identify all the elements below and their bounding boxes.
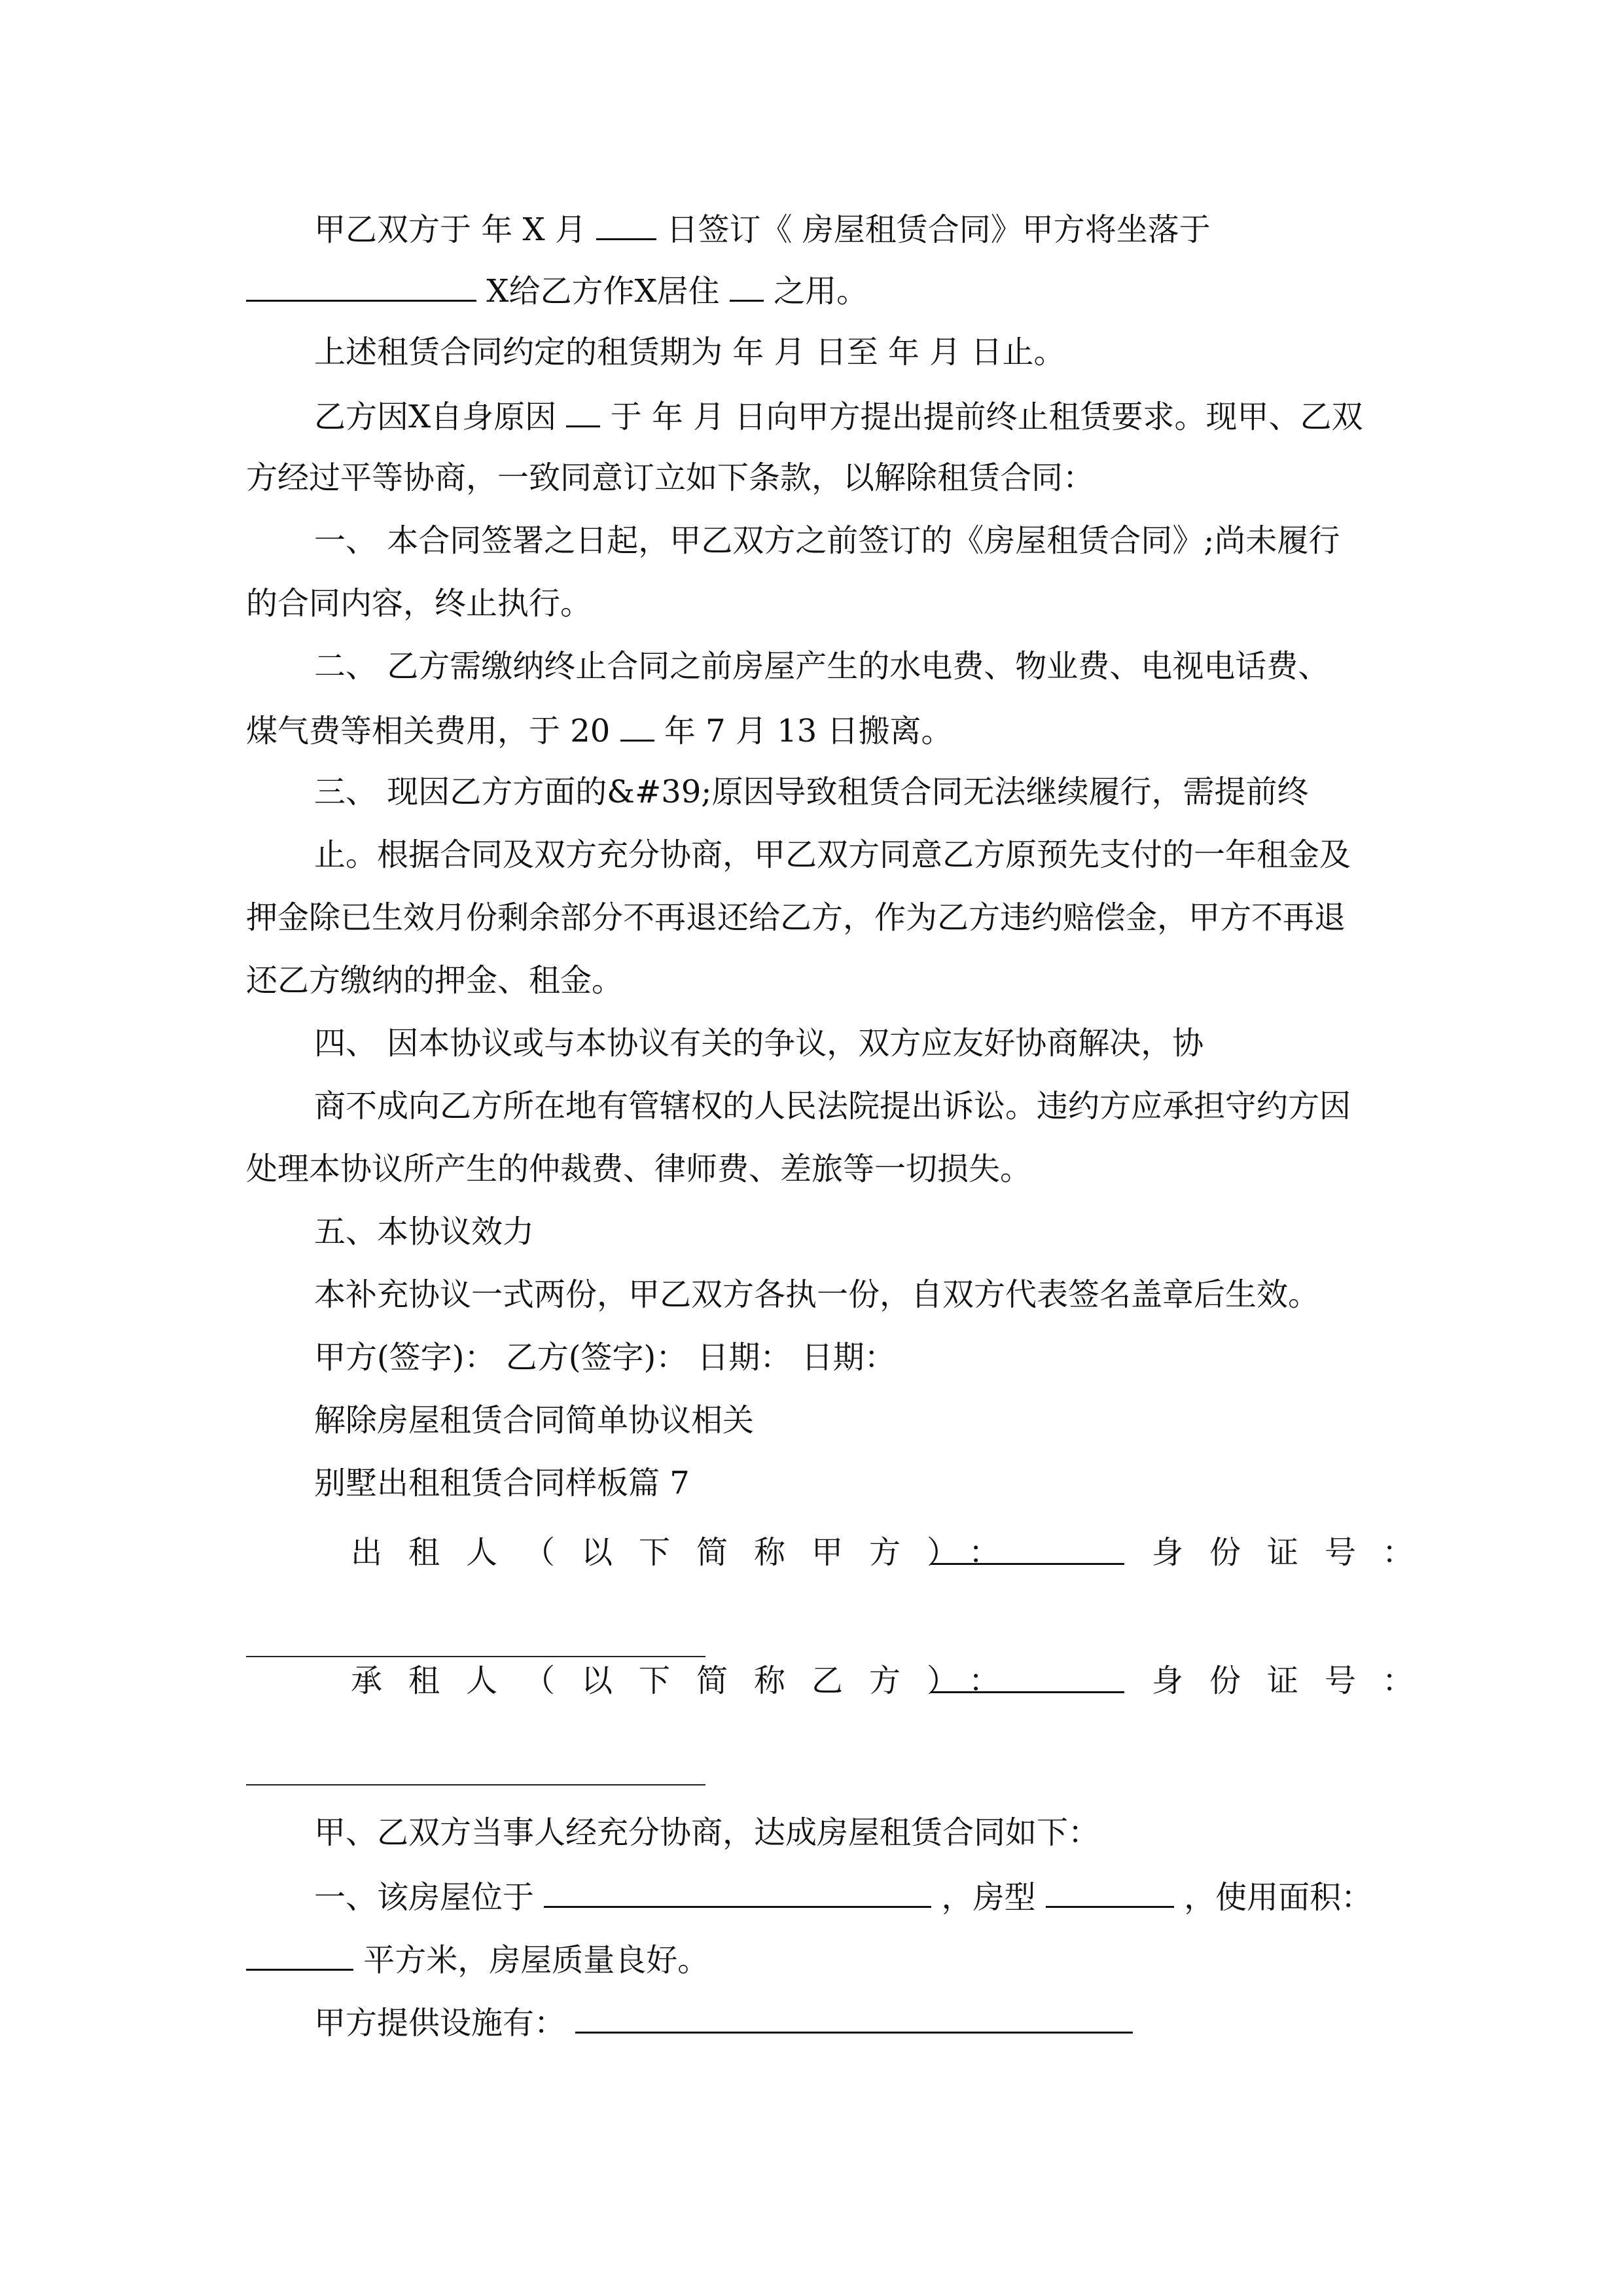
lessee-id-label: 身份证号：: [1152, 1662, 1440, 1699]
clause-3-cont-3: 还乙方缴纳的押金、租金。: [246, 962, 624, 999]
paragraph-termination-request: [314, 395, 1391, 435]
text-segment: ，房型: [941, 1879, 1036, 1916]
text-segment: 甲方提供设施有：: [314, 2005, 566, 2041]
blank-house-type: [1046, 1876, 1174, 1908]
paragraph-signing-date: [314, 208, 1391, 247]
paragraph-property-location: [246, 270, 1391, 309]
clause-3: 三、 现因乙方方面的&#39;原因导致租赁合同无法继续履行，需提前终: [314, 774, 1309, 810]
text-segment: 一、该房屋位于: [314, 1879, 535, 1916]
text-segment: ，使用面积：: [1184, 1879, 1373, 1916]
clause-4-cont-1: 商不成向乙方所在地有管辖权的人民法院提出诉讼。违约方应承担守约方因: [314, 1088, 1351, 1124]
lessee-name-blank-wrap: [931, 1661, 1127, 1700]
clause-2-cont: [246, 709, 1391, 749]
blank-house-location: [544, 1876, 931, 1908]
lessee-label: 承租人（以下简称乙方）：: [351, 1662, 1027, 1699]
clause-1: 一、 本合同签署之日起，甲乙双方之前签订的《房屋租赁合同》;尚未履行: [314, 522, 1340, 559]
blank-facilities: [575, 2001, 1133, 2034]
blank-reason: [566, 395, 600, 427]
blank-location: [246, 270, 476, 302]
house-area: [246, 1939, 1391, 1978]
lessor-id-label: 身份证号：: [1152, 1534, 1440, 1571]
lessor-name-blank-wrap: [931, 1533, 1127, 1572]
text-segment: 年 7 月 13 日搬离。: [664, 713, 953, 749]
blank-lessee-name: [931, 1661, 1124, 1693]
text-segment: 之用。: [774, 273, 868, 310]
text-segment: 乙方因X自身原因: [314, 399, 557, 435]
signature-line: 甲方(签字)： 乙方(签字)： 日期： 日期：: [314, 1339, 896, 1376]
clause-4-cont-2: 处理本协议所产生的仲裁费、律师费、差旅等一切损失。: [246, 1151, 1032, 1187]
section-heading: 别墅出租租赁合同样板篇 7: [314, 1465, 690, 1501]
clause-5-body: 本补充协议一式两份，甲乙双方各执一份，自双方代表签名盖章后生效。: [314, 1276, 1320, 1313]
blank-day: [596, 208, 656, 240]
lessor-label: 出租人（以下简称甲方）：: [351, 1534, 1027, 1571]
text-segment: 甲乙双方于 年 X 月: [314, 211, 586, 248]
text-segment: 平方米，房屋质量良好。: [363, 1942, 709, 1979]
clause-4: 四、 因本协议或与本协议有关的争议，双方应友好协商解决，协: [314, 1025, 1204, 1062]
text-segment: 日签订《 房屋租赁合同》甲方将坐落于: [666, 211, 1211, 248]
blank-year: [620, 709, 654, 742]
text-segment: X给乙方作X居住: [486, 273, 720, 310]
paragraph-lease-term: 上述租赁合同约定的租赁期为 年 月 日至 年 月 日止。: [314, 334, 1065, 370]
text-segment: 煤气费等相关费用，于 20: [246, 713, 611, 749]
blank-lessor-name: [931, 1533, 1124, 1565]
blank-lessee-id: [246, 1784, 705, 1785]
text-segment: 于 年 月 日向甲方提出提前终止租赁要求。现甲、乙双: [610, 399, 1363, 435]
agreement-intro: 甲、乙双方当事人经充分协商，达成房屋租赁合同如下：: [314, 1814, 1100, 1851]
blank-lessor-id: [246, 1656, 705, 1657]
clause-1-cont: 的合同内容，终止执行。: [246, 585, 592, 622]
blank-usage: [730, 270, 764, 302]
clause-3-cont-1: 止。根据合同及双方充分协商，甲乙双方同意乙方原预先支付的一年租金及: [314, 836, 1351, 873]
related-title: 解除房屋租赁合同简单协议相关: [314, 1402, 755, 1439]
lessor-id-label-wrap: [1152, 1533, 1440, 1572]
blank-area: [246, 1939, 353, 1971]
clause-3-cont-2: 押金除已生效月份剩余部分不再退还给乙方，作为乙方违约赔偿金，甲方不再退: [246, 899, 1346, 936]
house-location: [314, 1876, 1391, 1915]
clause-5-heading: 五、本协议效力: [314, 1213, 535, 1250]
paragraph-termination-request-cont: 方经过平等协商，一致同意订立如下条款，以解除租赁合同：: [246, 459, 1095, 496]
facilities-line: [314, 2001, 1391, 2041]
clause-2: 二、 乙方需缴纳终止合同之前房屋产生的水电费、物业费、电视电话费、: [314, 648, 1330, 685]
lessee-id-label-wrap: [1152, 1661, 1440, 1700]
